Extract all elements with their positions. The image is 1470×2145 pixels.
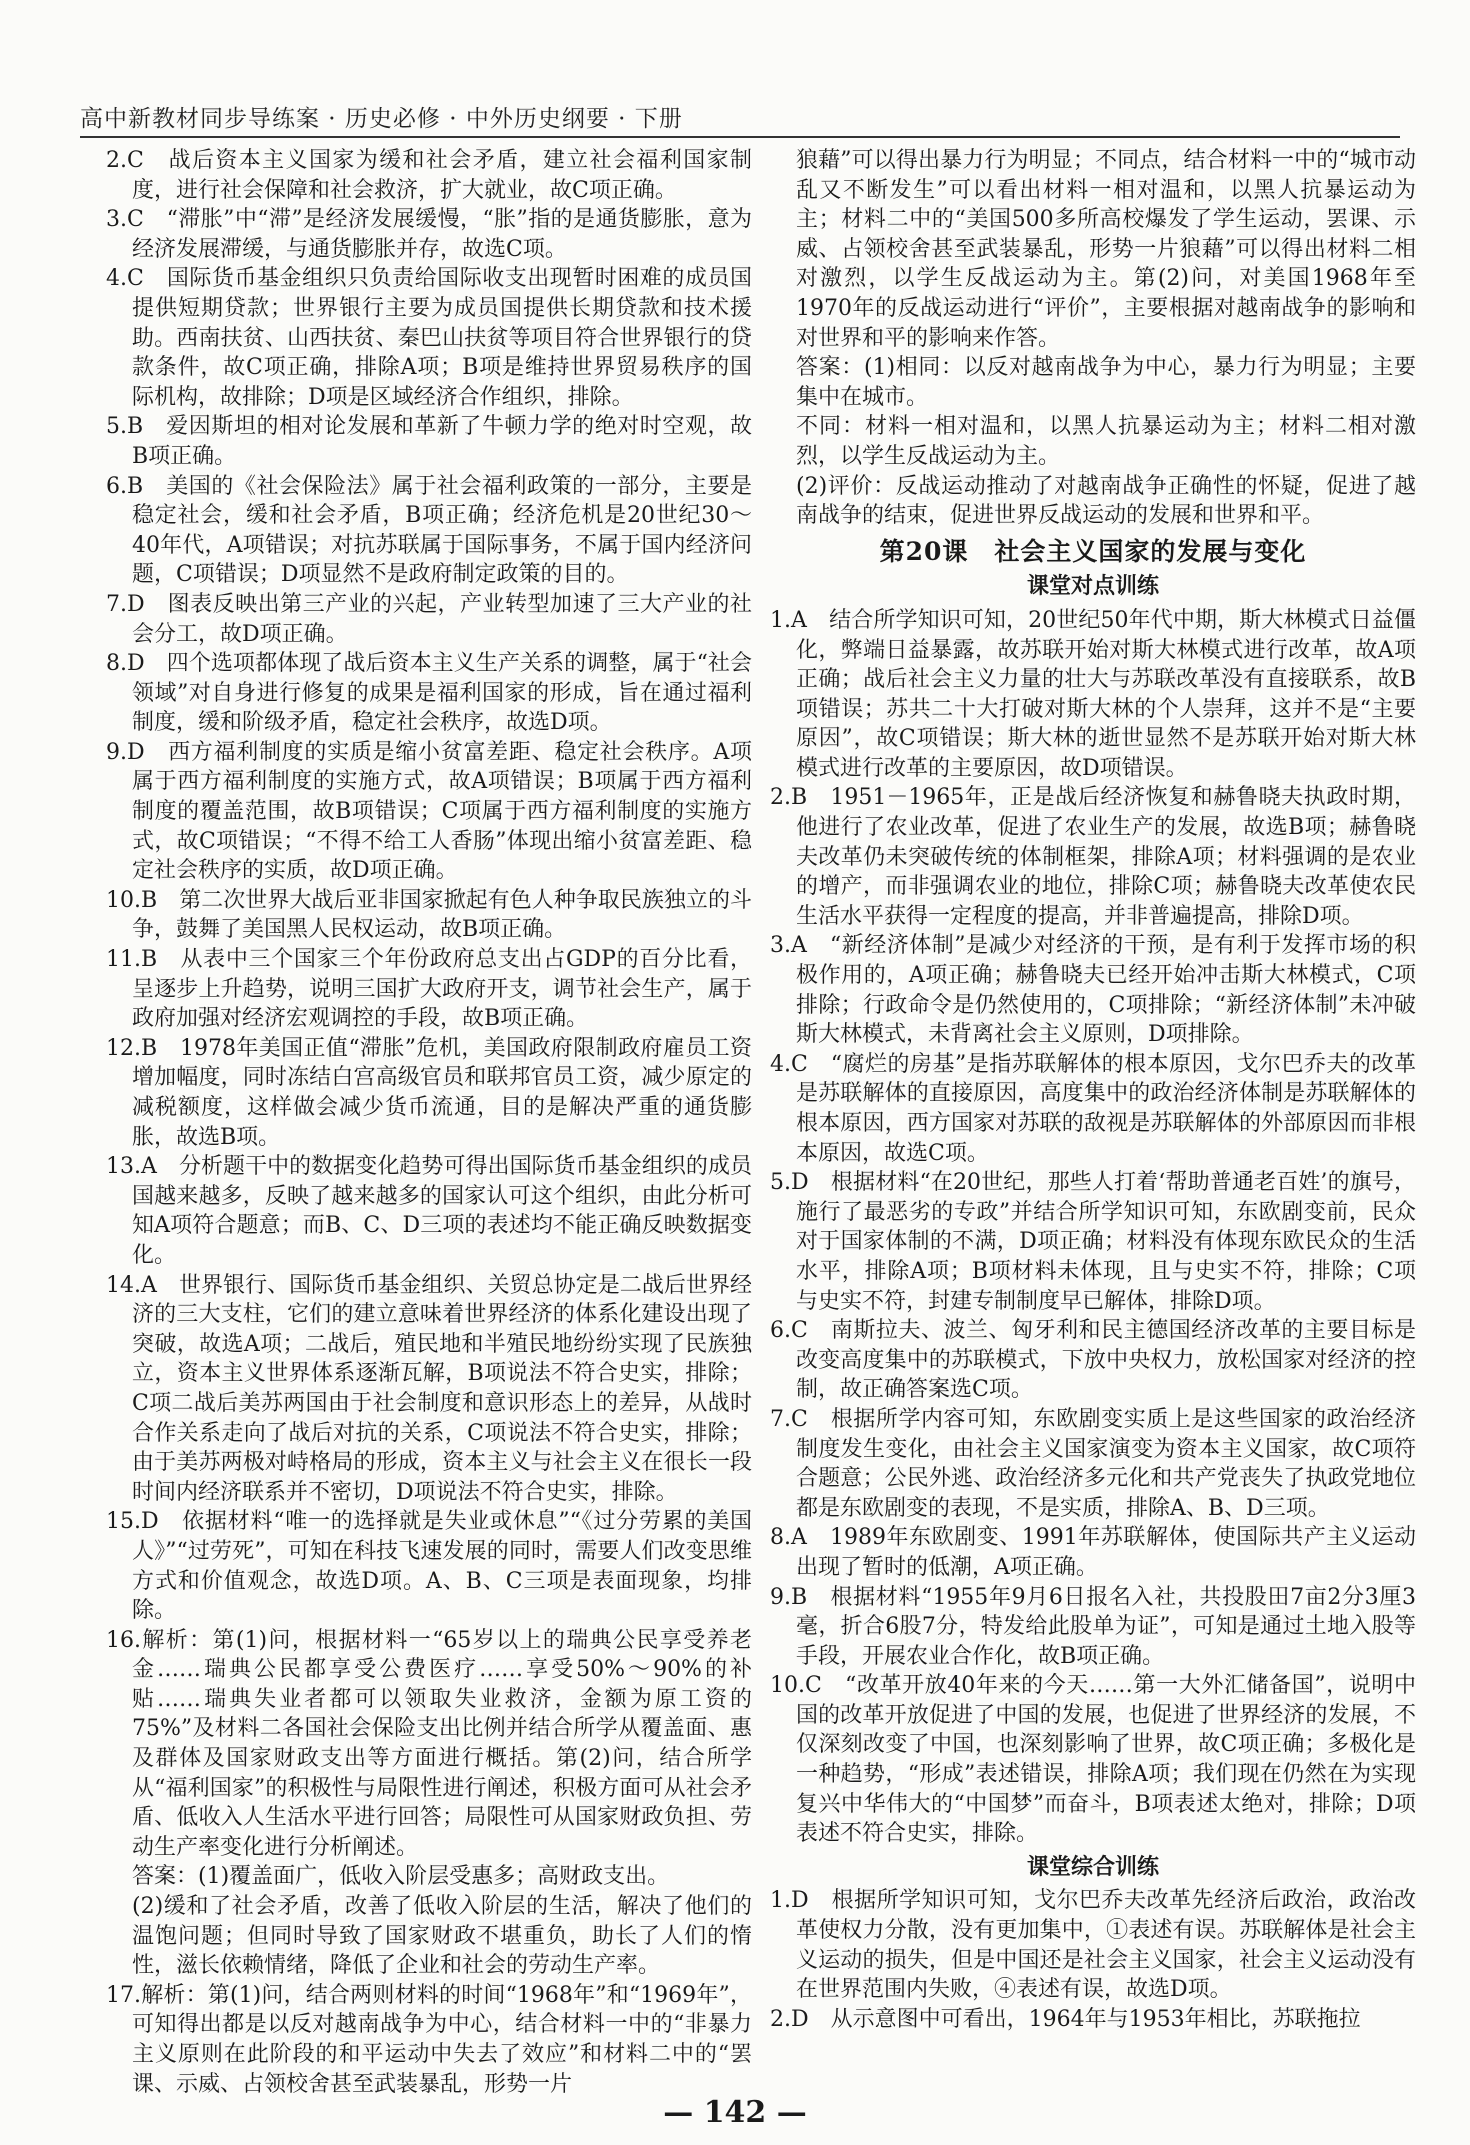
section-title: 课堂综合训练 bbox=[1026, 1853, 1159, 1880]
answer-key: 不同：材料一相对温和，以黑人抗暴运动为主；材料二相对激烈，以学生反战运动为主。 bbox=[796, 414, 1416, 469]
running-header: 高中新教材同步导练案 · 历史必修 · 中外历史纲要 · 下册 bbox=[80, 106, 683, 132]
answer-item: 17.解析：第(1)问，结合两则材料的时间“1968年”和“1969年”，可知得出都是以反对越南战争为中心，结合材料一中的“非暴力主义原则在此阶段的和平运动中失去了效应”和材料二中的“罢课、示威、占领校舍甚至武装暴乱，形势一片 bbox=[106, 1982, 752, 2097]
answer-item: 14.A 世界银行、国际货币基金组织、关贸总协定是二战后世界经济的三大支柱，它们的建立意味着世界经济的体系化建设出现了突破，故选A项；二战后，殖民地和半殖民地纷纷实现了民族独立，资本主义世界体系逐渐瓦解，B项说法不符合史实，排除；C项二战后美苏两国由于社会制度和意识形态上的差异，从战时合作关系走向了战后对抗的关系，C项说法不符合史实，排除；由于美苏两极对峙格局的形成，资本主义与社会主义在很长一段时间内经济联系并不密切，D项说法不符合史实，排除。 bbox=[106, 1272, 752, 1505]
answer-item: 7.C 根据所学内容可知，东欧剧变实质上是这些国家的政治经济制度发生变化，由社会主义国家演变为资本主义国家，故C项符合题意；公民外逃、政治经济多元化和共产党丧失了执政党地位都是东欧剧变的表现，不是实质，排除A、B、D三项。 bbox=[770, 1406, 1416, 1521]
answer-item: 10.B 第二次世界大战后亚非国家掀起有色人种争取民族独立的斗争，鼓舞了美国黑人民权运动，故B项正确。 bbox=[106, 887, 752, 943]
answer-item: 2.C 战后资本主义国家为缓和社会矛盾，建立社会福利国家制度，进行社会保障和社会救济，扩大就业，故C项正确。 bbox=[106, 148, 752, 203]
answer-key: 答案：(1)覆盖面广，低收入阶层受惠多；高财政支出。 bbox=[132, 1864, 670, 1890]
page-number-value: 142 bbox=[703, 2095, 767, 2130]
answer-item: 10.C “改革开放40年来的今天……第一大外汇储备国”，说明中国的改革开放促进了中国的发展，也促进了世界经济的发展，不仅深刻改变了中国，也深刻影响了世界，故C项正确；多极化是一种趋势，“形成”表述错误，排除A项；我们现在仍然在为实现复兴中华伟大的“中国梦”而奋斗，B项表述太绝对，排除；D项表述不符合史实，排除。 bbox=[770, 1673, 1416, 1847]
answer-item: 11.B 从表中三个国家三个年份政府总支出占GDP的百分比看，呈逐步上升趋势，说明三国扩大政府开支，调节社会生产，属于政府加强对经济宏观调控的手段，故B项正确。 bbox=[106, 947, 752, 1032]
answer-item: 4.C 国际货币基金组织只负责给国际收支出现暂时困难的成员国提供短期贷款；世界银行主要为成员国提供长期贷款和技术援助。西南扶贫、山西扶贫、秦巴山扶贫等项目符合世界银行的贷款条件，故C项正确，排除A项；B项是维持世界贸易秩序的国际机构，故排除；D项是区域经济合作组织，排除。 bbox=[106, 266, 752, 410]
continued-text: 狼藉”可以得出暴力行为明显；不同点，结合材料一中的“城市动乱又不断发生”可以看出材料一相对温和，以黑人抗暴运动为主；材料二中的“美国500多所高校爆发了学生运动，罢课、示威、占领校舍甚至武装暴乱，形势一片狼藉”可以得出材料二相对激烈，以学生反战运动为主。第(2)问，对美国1968年至1970年的反战运动进行“评价”，主要根据对越南战争的影响和对世界和平的影响来作答。 bbox=[796, 148, 1416, 351]
answer-item: 12.B 1978年美国正值“滞胀”危机，美国政府限制政府雇员工资增加幅度，同时冻结白宫高级官员和联邦官员工资，减少原定的减税额度，这样做会减少货币流通，目的是解决严重的通货膨胀，故选B项。 bbox=[106, 1035, 752, 1150]
answer-item: 15.D 依据材料“唯一的选择就是失业或休息”“《过分劳累的美国人》”“过劳死”，可知在科技飞速发展的同时，需要人们改变思维方式和价值观念，故选D项。A、B、C三项是表面现象，均排除。 bbox=[106, 1509, 752, 1624]
answer-key: (2)评价：反战运动推动了对越南战争正确性的怀疑，促进了越南战争的结束，促进世界反战运动的发展和世界和平。 bbox=[796, 473, 1416, 529]
answer-item: 5.D 根据材料“在20世纪，那些人打着‘帮助普通老百姓’的旗号，施行了最恶劣的专政”并结合所学知识可知，东欧剧变前，民众对于国家体制的不满，D项正确；材料没有体现东欧民众的生活水平，排除A项；B项材料未体现，且与史实不符，排除；C项与史实不符，封建专制制度早已解体，排除D项。 bbox=[770, 1170, 1416, 1314]
right-column bbox=[770, 146, 1416, 2034]
answer-item: 16.解析：第(1)问，根据材料一“65岁以上的瑞典公民享受养老金……瑞典公民都享受公费医疗……享受50%～90%的补贴……瑞典失业者都可以领取失业救济，金额为原工资的75%”及材料二各国社会保险支出比例并结合所学从覆盖面、惠及群体及国家财政支出等方面进行概括。第(2)问，结合所学从“福利国家”的积极性与局限性进行阐述，积极方面可从社会矛盾、低收入人生活水平进行回答；局限性可从国家财政负担、劳动生产率变化进行分析阐述。 bbox=[106, 1627, 752, 1860]
answer-item: 3.A “新经济体制”是减少对经济的干预，是有利于发挥市场的积极作用的，A项正确；赫鲁晓夫已经开始冲击斯大林模式，C项排除；行政命令是仍然使用的，C项排除；“新经济体制”未冲破斯大林模式，未背离社会主义原则，D项排除。 bbox=[770, 933, 1416, 1048]
answer-item: 3.C “滞胀”中“滞”是经济发展缓慢，“胀”指的是通货膨胀，意为经济发展滞缓，与通货膨胀并存，故选C项。 bbox=[106, 207, 752, 262]
answer-item: 8.A 1989年东欧剧变、1991年苏联解体，使国际共产主义运动出现了暂时的低潮，A项正确。 bbox=[770, 1525, 1416, 1580]
answer-item: 9.B 根据材料“1955年9月6日报名入社，共投股田7亩2分3厘3毫，折合6股7分，特发给此股单为证”，可知是通过土地入股等手段，开展农业合作化，故B项正确。 bbox=[770, 1584, 1416, 1669]
answer-key: 答案：(1)相同：以反对越南战争为中心，暴力行为明显；主要集中在城市。 bbox=[796, 355, 1416, 410]
left-column bbox=[106, 146, 752, 2099]
answer-item: 9.D 西方福利制度的实质是缩小贫富差距、稳定社会秩序。A项属于西方福利制度的实施方式，故A项错误；B项属于西方福利制度的覆盖范围，故B项错误；C项属于西方福利制度的实施方式，故C项错误；“不得不给工人香肠”体现出缩小贫富差距、稳定社会秩序的实质，故D项正确。 bbox=[106, 739, 752, 884]
answer-item: 2.D 从示意图中可看出，1964年与1953年相比，苏联拖拉 bbox=[770, 2006, 1361, 2032]
answer-item: 4.C “腐烂的房基”是指苏联解体的根本原因，戈尔巴乔夫的改革是苏联解体的直接原因，高度集中的政治经济体制是苏联解体的根本原因，西方国家对苏联的敌视是苏联解体的外部原因而非根本原因，故选C项。 bbox=[770, 1051, 1416, 1166]
answer-item: 13.A 分析题干中的数据变化趋势可得出国际货币基金组织的成员国越来越多，反映了越来越多的国家认可这个组织，由此分析可知A项符合题意；而B、C、D三项的表述均不能正确反映数据变化。 bbox=[106, 1154, 752, 1268]
answer-item: 7.D 图表反映出第三产业的兴起，产业转型加速了三大产业的社会分工，故D项正确。 bbox=[106, 591, 752, 647]
answer-item: 2.B 1951－1965年，正是战后经济恢复和赫鲁晓夫执政时期，他进行了农业改革，促进了农业生产的发展，故选B项；赫鲁晓夫改革仍未突破传统的体制框架，排除A项；材料强调的是农业的增产，而非强调农业的地位，排除C项；赫鲁晓夫改革使农民生活水平获得一定程度的提高，并非普遍提高，排除D项。 bbox=[770, 785, 1416, 929]
page-number: — 142 — bbox=[663, 2095, 807, 2130]
answer-item: 6.B 美国的《社会保险法》属于社会福利政策的一部分，主要是稳定社会，缓和社会矛盾，B项正确；经济危机是20世纪30～40年代，A项错误；对抗苏联属于国际事务，不属于国内经济问题，C项错误；D项显然不是政府制定政策的目的。 bbox=[106, 473, 752, 588]
answer-key: (2)缓和了社会矛盾，改善了低收入阶层的生活，解决了他们的温饱问题；但同时导致了国家财政不堪重负，助长了人们的惰性，滋长依赖情绪，降低了企业和社会的劳动生产率。 bbox=[132, 1894, 752, 1979]
answer-item: 6.C 南斯拉夫、波兰、匈牙利和民主德国经济改革的主要目标是改变高度集中的苏联模式，下放中央权力，放松国家对经济的控制，故正确答案选C项。 bbox=[770, 1318, 1416, 1403]
answer-item: 8.D 四个选项都体现了战后资本主义生产关系的调整，属于“社会领域”对自身进行修复的成果是福利国家的形成，旨在通过福利制度，缓和阶级矛盾，稳定社会秩序，故选D项。 bbox=[106, 651, 752, 736]
answer-item: 1.A 结合所学知识可知，20世纪50年代中期，斯大林模式日益僵化，弊端日益暴露，故苏联开始对斯大林模式进行改革，故A项正确；战后社会主义力量的壮大与苏联改革没有直接联系，故B项错误；苏共二十大打破对斯大林的个人崇拜，这并不是“主要原因”，故C项错误；斯大林的逝世显然不是苏联开始对斯大林模式进行改革的主要原因，故D项错误。 bbox=[770, 607, 1416, 781]
section-title: 课堂对点训练 bbox=[1026, 573, 1159, 600]
header-rule bbox=[80, 136, 1400, 138]
answer-item: 5.B 爱因斯坦的相对论发展和革新了牛顿力学的绝对时空观，故B项正确。 bbox=[106, 414, 752, 469]
answer-item: 1.D 根据所学知识可知，戈尔巴乔夫改革先经济后政治，政治改革使权力分散，没有更加集中，①表述有误。苏联解体是社会主义运动的损失，但是中国还是社会主义国家，社会主义运动没有在世界范围内失败，④表述有误，故选D项。 bbox=[770, 1888, 1416, 2003]
lesson-title: 第20课 社会主义国家的发展与变化 bbox=[879, 536, 1307, 566]
